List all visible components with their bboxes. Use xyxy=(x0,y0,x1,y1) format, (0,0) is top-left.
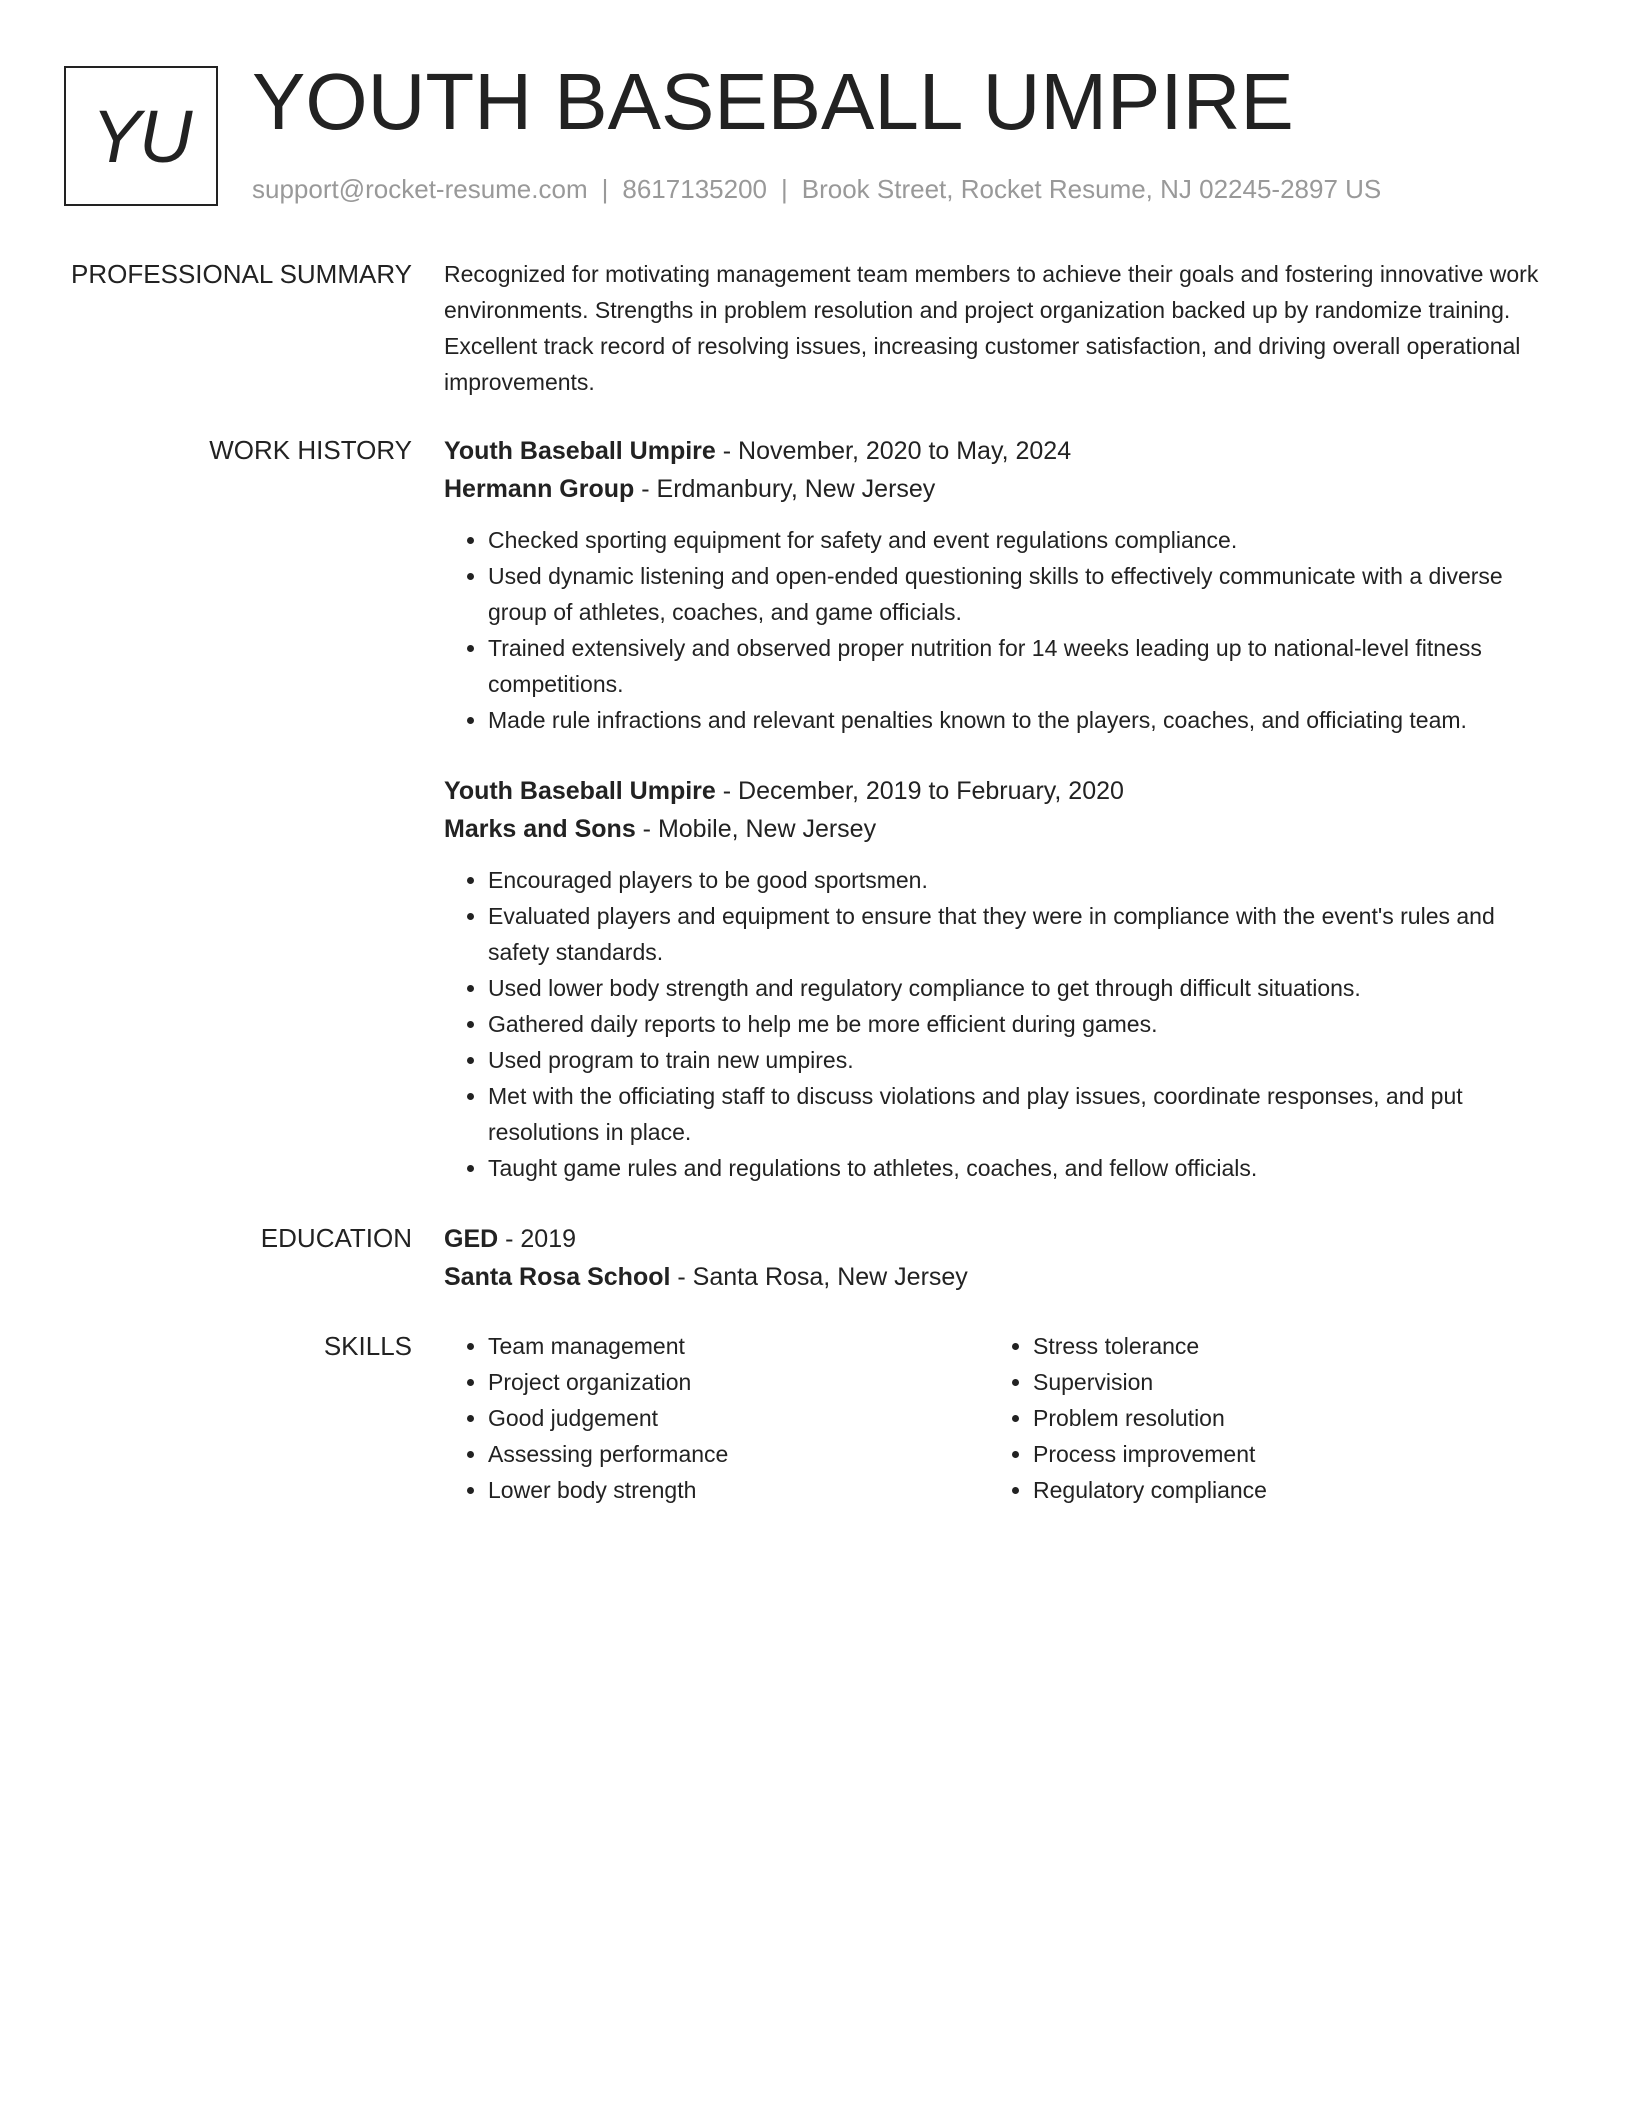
monogram-initials: YU xyxy=(91,94,191,178)
job-title-line xyxy=(444,772,1554,810)
list-item: • Checked sporting equipment for safety and event regulations compliance. xyxy=(488,522,1554,558)
job-bullets xyxy=(444,522,1554,738)
education-heading: EDUCATION xyxy=(260,1223,412,1253)
education-body xyxy=(444,1220,1554,1296)
education-location: - Santa Rosa, New Jersey xyxy=(670,1263,968,1291)
skill-item: • Supervision xyxy=(1033,1364,1534,1400)
job-location: - Mobile, New Jersey xyxy=(635,815,877,843)
education-school-line xyxy=(444,1258,1554,1296)
skill-item: • Regulatory compliance xyxy=(1033,1472,1534,1508)
job-bullets xyxy=(444,862,1554,1186)
contact-line xyxy=(252,172,1381,206)
list-item: • Taught game rules and regulations to athletes, coaches, and fellow officials. xyxy=(488,1150,1554,1186)
contact-phone: 8617135200 xyxy=(622,174,767,204)
skills-heading: SKILLS xyxy=(323,1331,412,1361)
skill-item: • Lower body strength xyxy=(488,1472,989,1508)
job-title-line xyxy=(444,432,1554,470)
skills-column-left xyxy=(444,1328,989,1508)
list-item: • Gathered daily reports to help me be more efficient during games. xyxy=(488,1006,1554,1042)
skills-list-right xyxy=(989,1328,1534,1508)
candidate-name: YOUTH BASEBALL UMPIRE xyxy=(252,57,1294,146)
skills-columns xyxy=(444,1328,1554,1508)
contact-separator: | xyxy=(601,174,609,204)
skills-list-left xyxy=(444,1328,989,1508)
skills-column-right xyxy=(989,1328,1534,1508)
list-item: • Trained extensively and observed proper nutrition for 14 weeks leading up to national-level fitness competitions. xyxy=(488,630,1554,702)
list-item: • Used dynamic listening and open-ended questioning skills to effectively communicate with a diverse group of athletes, coaches, and game officials. xyxy=(488,558,1554,630)
job-dates: - December, 2019 to February, 2020 xyxy=(715,777,1124,805)
job-company: Marks and Sons xyxy=(444,815,636,843)
education-year: - 2019 xyxy=(498,1225,577,1253)
skill-item: • Problem resolution xyxy=(1033,1400,1534,1436)
skill-item: • Team management xyxy=(488,1328,989,1364)
job-dates: - November, 2020 to May, 2024 xyxy=(715,437,1072,465)
skills-body xyxy=(444,1328,1554,1508)
list-item: • Encouraged players to be good sportsmen. xyxy=(488,862,1554,898)
job-company: Hermann Group xyxy=(444,475,635,503)
skill-item: • Process improvement xyxy=(1033,1436,1534,1472)
contact-email: support@rocket-resume.com xyxy=(252,174,588,204)
list-item: • Met with the officiating staff to discuss violations and play issues, coordinate responses, and put resolutions in place. xyxy=(488,1078,1554,1150)
monogram-box xyxy=(64,66,218,206)
list-item: • Used lower body strength and regulatory compliance to get through difficult situations. xyxy=(488,970,1554,1006)
job-role: Youth Baseball Umpire xyxy=(444,777,716,805)
skill-item: • Stress tolerance xyxy=(1033,1328,1534,1364)
job-entry xyxy=(444,432,1554,738)
list-item: • Used program to train new umpires. xyxy=(488,1042,1554,1078)
contact-separator: | xyxy=(781,174,788,204)
job-entry xyxy=(444,772,1554,1186)
job-company-line xyxy=(444,470,1554,508)
job-location: - Erdmanbury, New Jersey xyxy=(634,475,936,503)
summary-text: Recognized for motivating management team members to achieve their goals and fostering innovative work environments. Strengths in problem resolution and project organization backed up by randomize training. Excellent track record of resolving issues, increasing customer satisfaction, and driving overall operational improvements. xyxy=(444,261,1539,395)
job-company-line xyxy=(444,810,1554,848)
job-role: Youth Baseball Umpire xyxy=(444,437,716,465)
education-degree-line xyxy=(444,1220,1554,1258)
skill-item: • Good judgement xyxy=(488,1400,989,1436)
summary-body xyxy=(444,256,1554,400)
skill-item: • Project organization xyxy=(488,1364,989,1400)
summary-heading: PROFESSIONAL SUMMARY xyxy=(71,259,412,289)
list-item: • Evaluated players and equipment to ensure that they were in compliance with the event's rules and safety standards. xyxy=(488,898,1554,970)
skill-item: • Assessing performance xyxy=(488,1436,989,1472)
education-degree: GED xyxy=(444,1225,499,1253)
contact-address: Brook Street, Rocket Resume, NJ 02245-2897 US xyxy=(801,174,1382,204)
list-item: • Made rule infractions and relevant penalties known to the players, coaches, and officiating team. xyxy=(488,702,1554,738)
work-history-heading: WORK HISTORY xyxy=(209,435,412,465)
work-history-body xyxy=(444,432,1554,1186)
education-school: Santa Rosa School xyxy=(444,1263,671,1291)
